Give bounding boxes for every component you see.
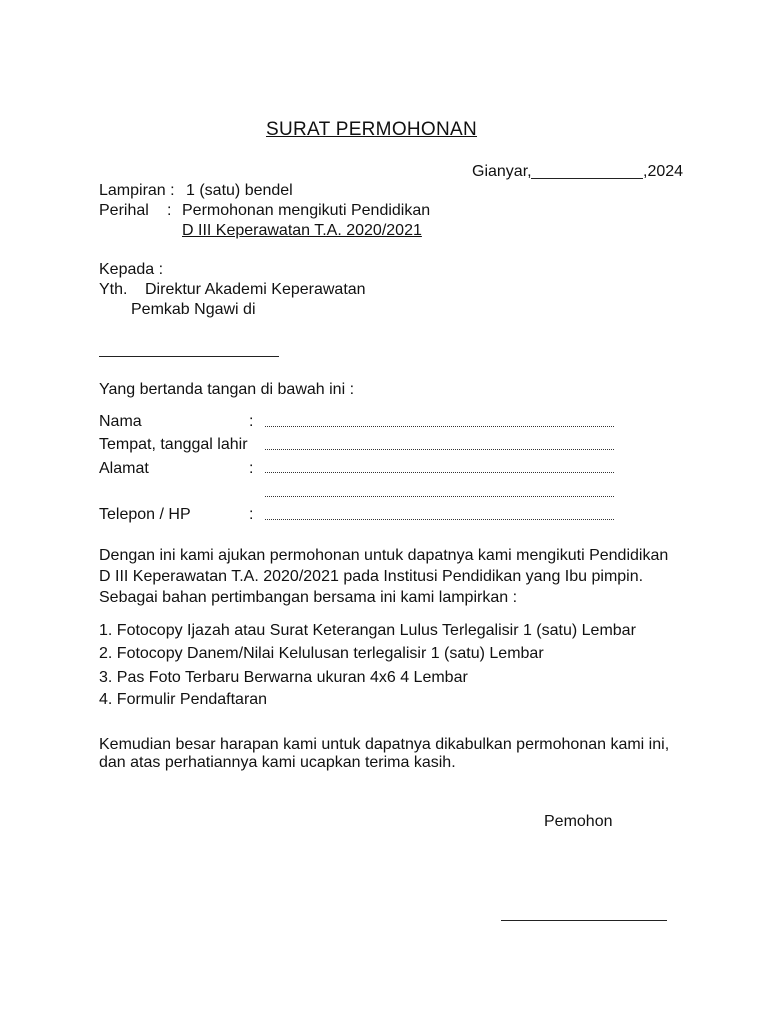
perihal-line2: D III Keperawatan T.A. 2020/2021	[182, 222, 422, 239]
field-label-alamat: Alamat	[99, 460, 149, 477]
field-colon-nama: :	[249, 413, 254, 430]
body-line-3: Sebagai bahan pertimbangan bersama ini kami lampirkan :	[99, 589, 518, 606]
perihal-label: Perihal	[99, 202, 149, 219]
field-dots-alamat	[265, 472, 614, 473]
attachment-item-1: 1. Fotocopy Ijazah atau Surat Keterangan Lulus Terlegalisir 1 (satu) Lembar	[99, 622, 636, 639]
perihal-line1: Permohonan mengikuti Pendidikan	[182, 202, 431, 219]
field-colon-alamat: :	[249, 460, 254, 477]
yth-label: Yth.	[99, 281, 128, 298]
date-blank-line	[531, 178, 643, 179]
closing-line-1: Kemudian besar harapan kami untuk dapatnya dikabulkan permohonan kami ini,	[99, 736, 670, 753]
intro-text: Yang bertanda tangan di bawah ini :	[99, 381, 355, 398]
date-place: Gianyar,	[472, 163, 532, 180]
field-label-ttl: Tempat, tanggal lahir	[99, 436, 248, 453]
recipient-city-blank-line	[99, 356, 279, 357]
body-line-1: Dengan ini kami ajukan permohonan untuk dapatnya kami mengikuti Pendidikan	[99, 547, 669, 564]
attachment-item-2: 2. Fotocopy Danem/Nilai Kelulusan terlegalisir 1 (satu) Lembar	[99, 645, 544, 662]
attachment-item-4: 4. Formulir Pendaftaran	[99, 691, 268, 708]
field-dots-telepon	[265, 519, 614, 520]
lampiran-label: Lampiran :	[99, 182, 175, 199]
date-year: ,2024	[643, 163, 684, 180]
field-dots-alamat-2	[265, 496, 614, 497]
kepada-label: Kepada :	[99, 261, 164, 278]
recipient-place: Pemkab Ngawi di	[131, 301, 256, 318]
field-dots-ttl	[265, 449, 614, 450]
field-label-nama: Nama	[99, 413, 142, 430]
recipient-name: Direktur Akademi Keperawatan	[145, 281, 366, 298]
field-colon-telepon: :	[249, 506, 254, 523]
body-line-2: D III Keperawatan T.A. 2020/2021 pada Institusi Pendidikan yang Ibu pimpin.	[99, 568, 644, 585]
letter-title: SURAT PERMOHONAN	[266, 119, 478, 140]
lampiran-value: 1 (satu) bendel	[186, 182, 293, 199]
field-dots-nama	[265, 426, 614, 427]
attachment-item-3: 3. Pas Foto Terbaru Berwarna ukuran 4x6 4 Lembar	[99, 669, 468, 686]
signature-label: Pemohon	[544, 813, 613, 830]
field-label-telepon: Telepon / HP	[99, 506, 191, 523]
perihal-colon: :	[167, 202, 172, 219]
closing-line-2: dan atas perhatiannya kami ucapkan terima kasih.	[99, 754, 456, 771]
signature-line	[501, 920, 667, 921]
